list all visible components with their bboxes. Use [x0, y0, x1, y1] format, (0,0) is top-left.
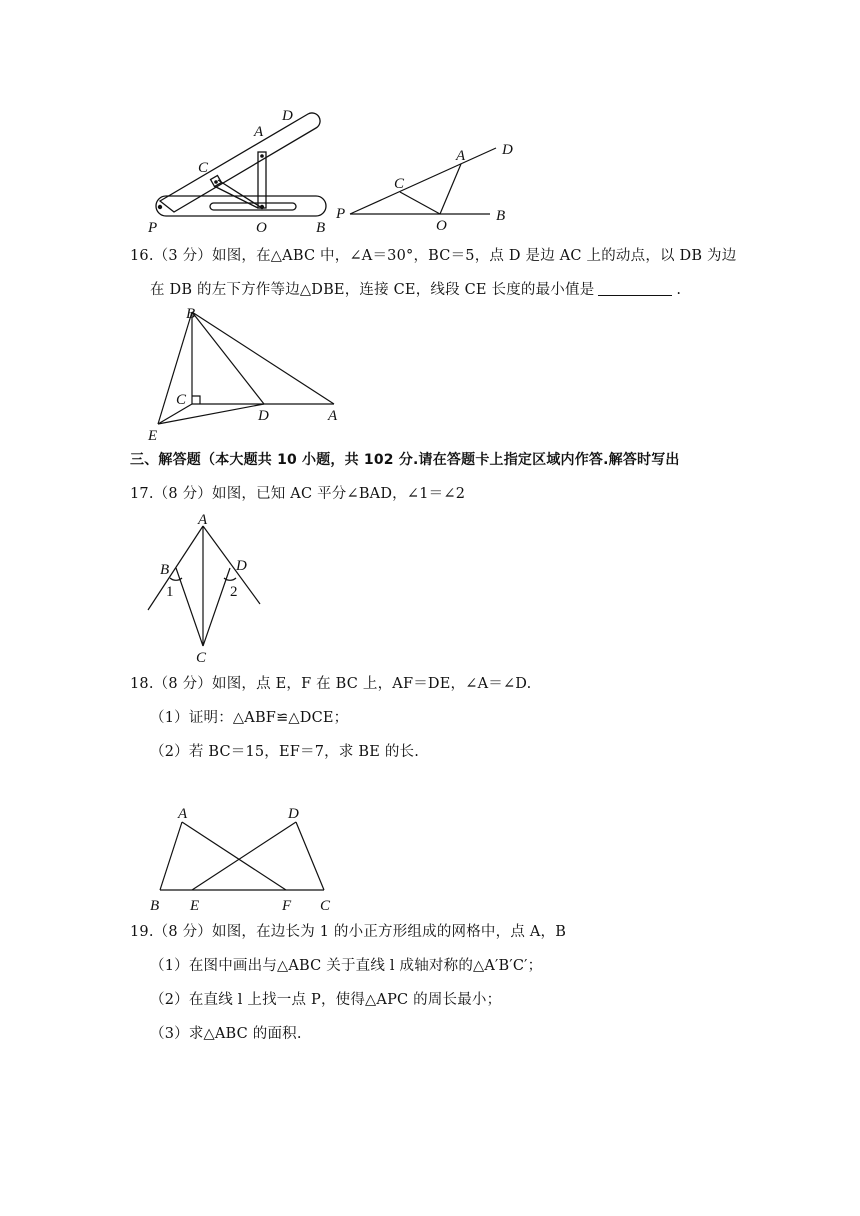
section-3-title: 三、解答题（本大题共 10 小题，共 102 分.请在答题卡上指定区域内作答.解答时写出: [130, 452, 680, 468]
q17-figure: [140, 512, 270, 664]
q16-label-a: A: [328, 408, 338, 424]
q16-label-b: B: [186, 306, 196, 322]
q18-label-d: D: [288, 806, 299, 822]
q17-label-b: B: [160, 562, 170, 578]
q15-label-a: A: [254, 124, 264, 140]
q18-sub2: （2）若 BC＝15，EF＝7，求 BE 的长.: [150, 744, 420, 760]
q16-answer-blank: [598, 281, 672, 296]
q19-sub2: （2）在直线 l 上找一点 P，使得△APC 的周长最小；: [150, 992, 502, 1008]
q16-line2-end: .: [676, 282, 682, 298]
q18-label-c: C: [320, 898, 331, 914]
q15-label-c: C: [198, 160, 209, 176]
q15-geo-label-b: B: [496, 208, 506, 224]
q15-label-o: O: [256, 220, 267, 236]
q15-label-d: D: [282, 108, 293, 124]
q16-line2: [150, 280, 681, 300]
q15-tool-figure: [140, 104, 340, 240]
q18-line1: 18.（8 分）如图，点 E，F 在 BC 上，AF＝DE，∠A＝∠D.: [130, 676, 532, 692]
q16-label-d: D: [258, 408, 269, 424]
q15-geo-label-p: P: [336, 206, 346, 222]
q17-label-a: A: [198, 512, 208, 528]
q15-geo-label-c: C: [394, 176, 405, 192]
q15-geo-label-o: O: [436, 218, 447, 234]
q16-line2-text: 在 DB 的左下方作等边△DBE，连接 CE，线段 CE 长度的最小值是: [150, 282, 595, 298]
q17-label-d: D: [236, 558, 247, 574]
q18-sub1: （1）证明：△ABF≌△DCE；: [150, 710, 349, 726]
q15-geo-label-d: D: [502, 142, 513, 158]
q18-figure: [140, 800, 340, 916]
q15-geo-label-a: A: [456, 148, 466, 164]
q15-label-b: B: [316, 220, 326, 236]
q16-label-c: C: [176, 392, 187, 408]
q19-sub1: （1）在图中画出与△ABC 关于直线 l 成轴对称的△A′B′C′；: [150, 958, 543, 974]
q18-label-b: B: [150, 898, 160, 914]
q15-geometry-figure: [330, 136, 530, 232]
q18-label-a: A: [178, 806, 188, 822]
q18-label-e: E: [190, 898, 200, 914]
q16-label-e: E: [148, 428, 158, 444]
q19-line1: 19.（8 分）如图，在边长为 1 的小正方形组成的网格中，点 A，B: [130, 924, 567, 940]
q17-label-c: C: [196, 650, 207, 666]
q17-angle-2: 2: [230, 584, 238, 600]
q15-label-p: P: [148, 220, 158, 236]
q16-line1: 16.（3 分）如图，在△ABC 中，∠A＝30°，BC＝5，点 D 是边 AC 上的动点，以 DB 为边: [130, 248, 737, 264]
q16-figure: [140, 300, 350, 446]
q17-angle-1: 1: [166, 584, 174, 600]
q19-sub3: （3）求△ABC 的面积.: [150, 1026, 302, 1042]
q18-label-f: F: [282, 898, 292, 914]
q17-line1: 17.（8 分）如图，已知 AC 平分∠BAD，∠1＝∠2: [130, 486, 466, 502]
